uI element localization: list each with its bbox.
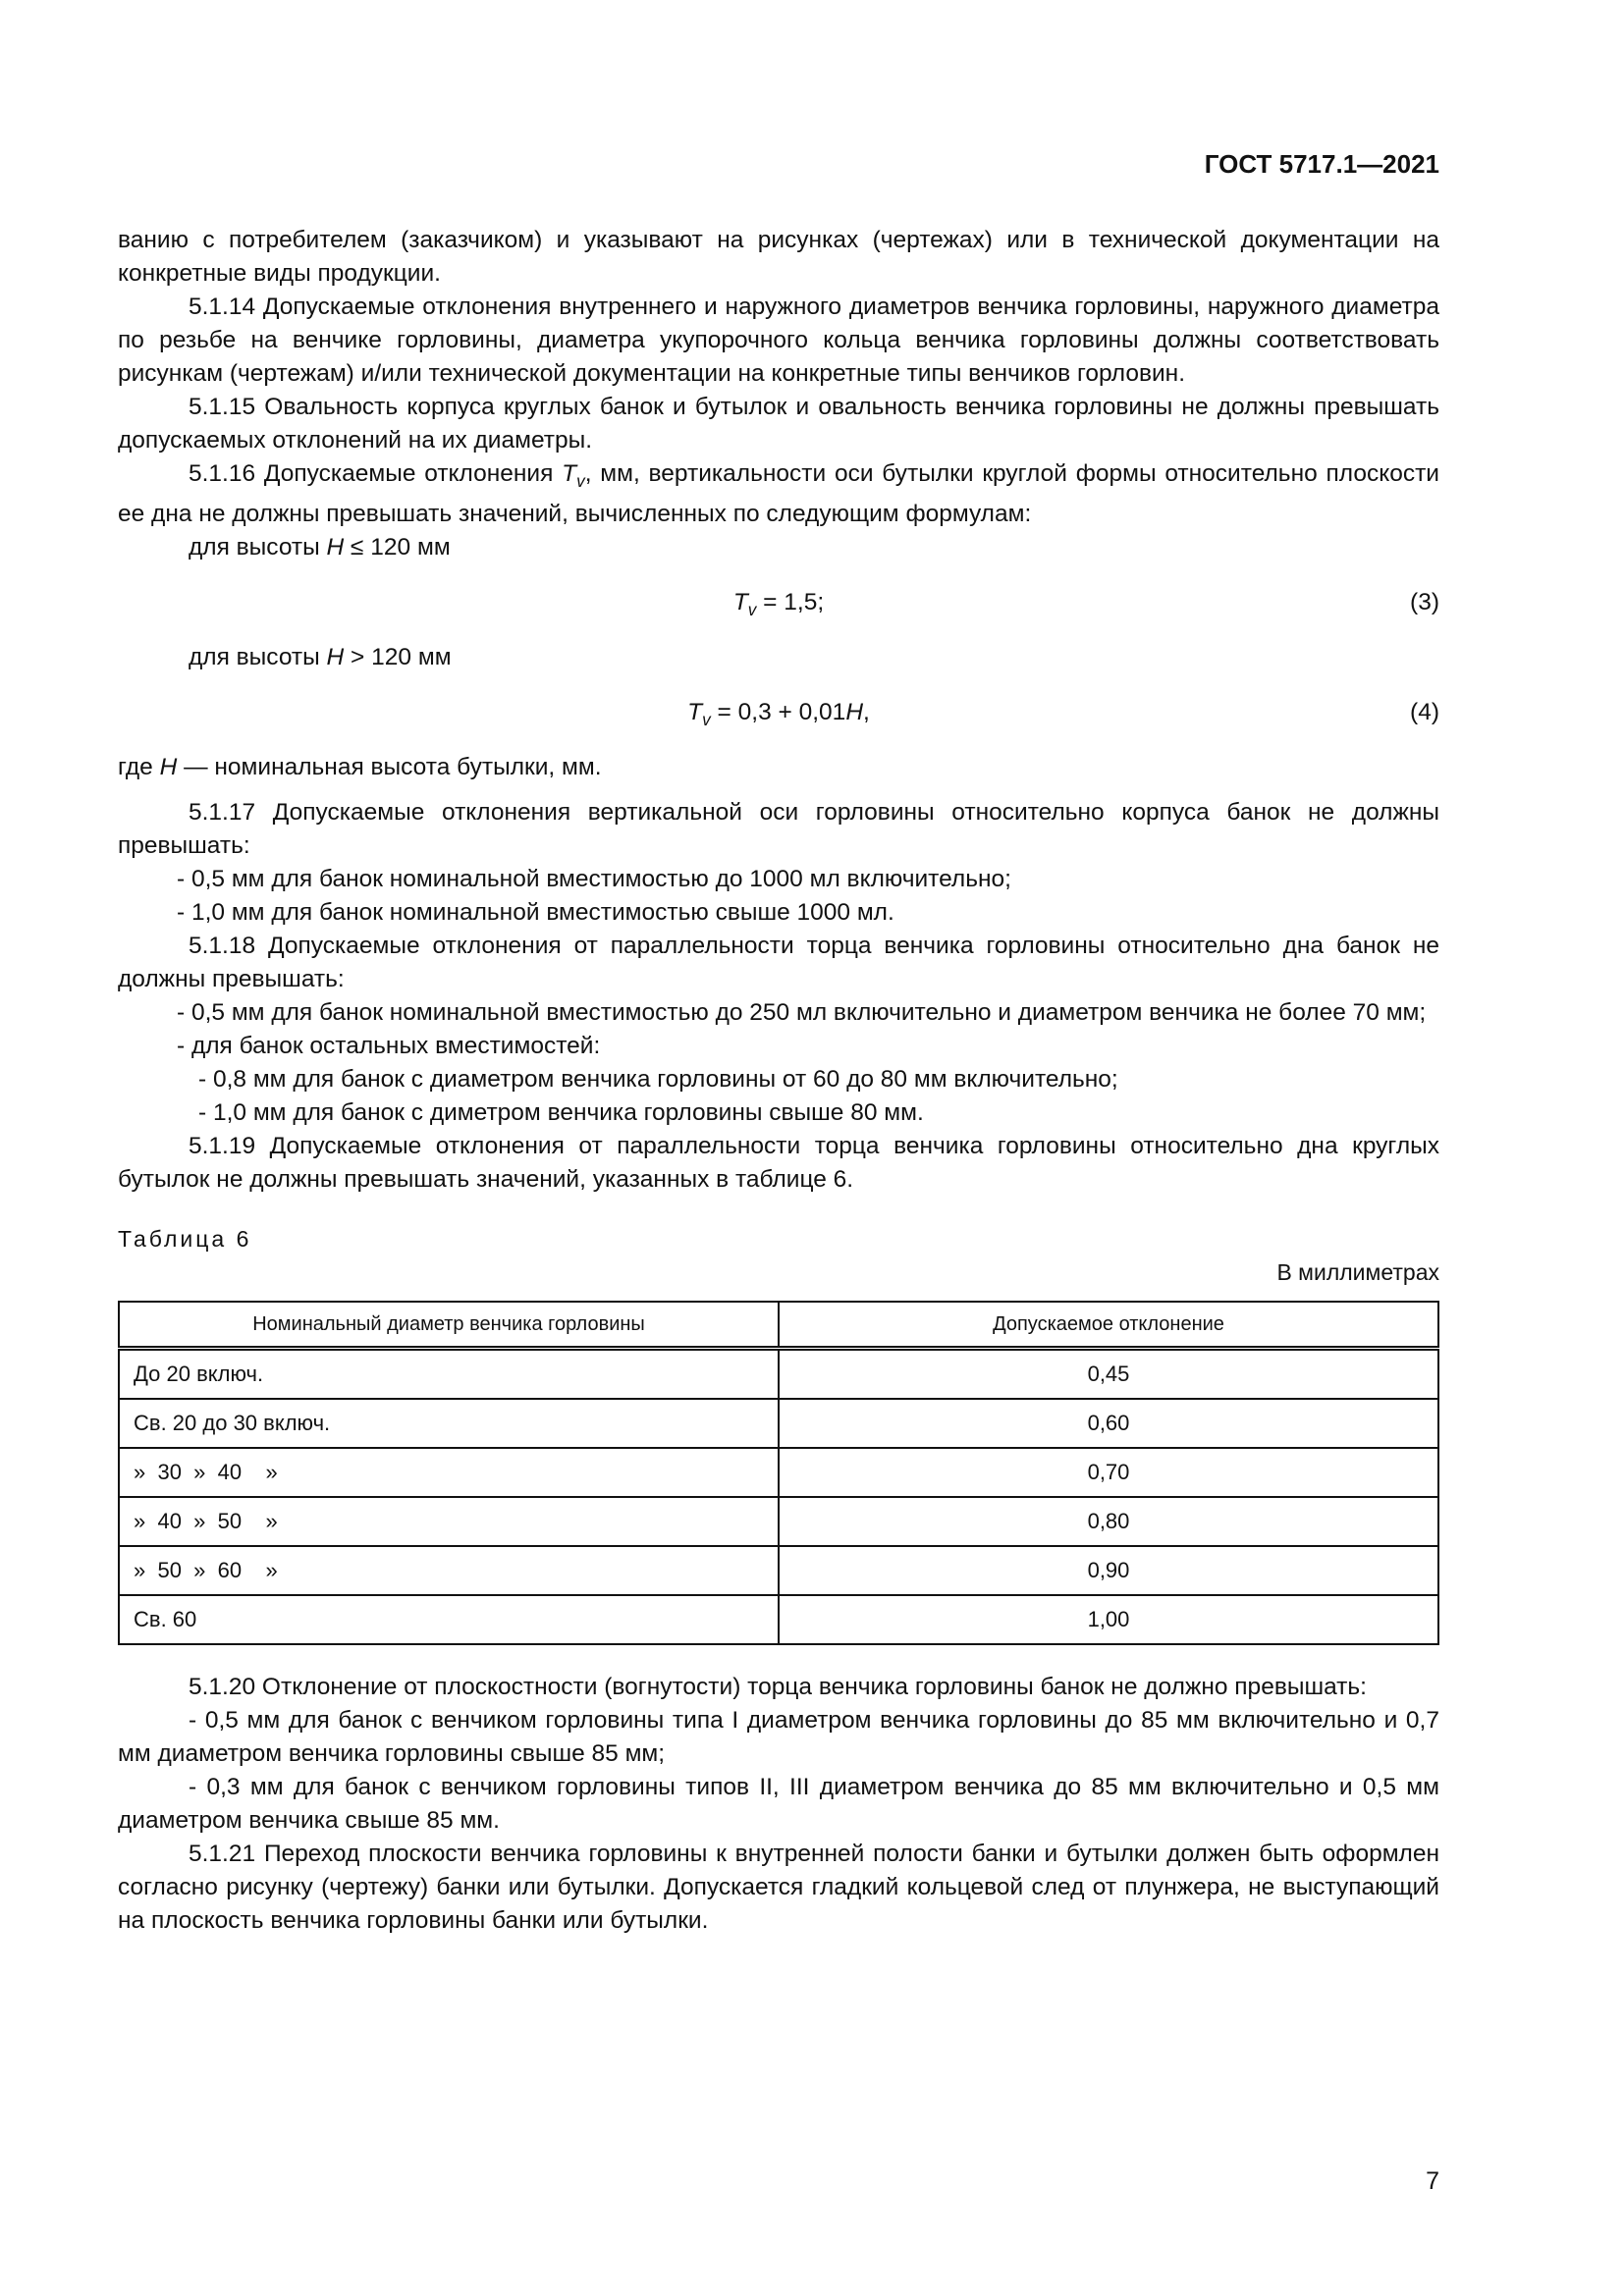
- formula-text: = 1,5;: [756, 588, 825, 615]
- page-number: 7: [1426, 2167, 1439, 2195]
- list-item: - для банок остальных вместимостей:: [177, 1032, 601, 1059]
- list-item: - 1,0 мм для банок с диметром венчика горловины свыше 80 мм.: [198, 1098, 924, 1126]
- formula-text: = 0,3 + 0,01: [710, 698, 846, 725]
- cell: До 20 включ.: [119, 1348, 779, 1399]
- v: v: [747, 599, 757, 619]
- table-row: [119, 1348, 1438, 1399]
- table-row: [119, 1448, 1438, 1497]
- list-item: - 0,5 мм для банок с венчиком горловины типа I диаметром венчика горловины до 85 мм включительно и 0,7 мм диаметром венчика горловины свыше 85 мм;: [118, 1706, 1439, 1767]
- text: 5.1.16 Допускаемые отклонения: [189, 460, 563, 487]
- paragraph-5-1-18: 5.1.18 Допускаемые отклонения от параллельности торца венчика горловины относительно дна банок не должны превышать:: [118, 932, 1439, 992]
- v: v: [576, 470, 585, 491]
- text: для высоты: [189, 643, 327, 670]
- table-units: В миллиметрах: [1276, 1258, 1439, 1285]
- table-caption: Таблица 6: [118, 1225, 252, 1252]
- text: где: [118, 753, 160, 780]
- t: T: [687, 698, 703, 725]
- table-row: [119, 1546, 1438, 1595]
- table-row: [119, 1595, 1438, 1644]
- paragraph-5-1-21: 5.1.21 Переход плоскости венчика горловины к внутренней полости банки и бутылки должен быть оформлен согласно рисунку (чертежу) банки или бутылки. Допускается гладкий кольцевой след от плунжера, не выступающий на плоскость венчика горловины банки или бутылки.: [118, 1840, 1439, 1934]
- text: для высоты: [189, 533, 327, 561]
- cell: 0,80: [779, 1497, 1438, 1546]
- cell: 0,90: [779, 1546, 1438, 1595]
- paragraph-5-1-19: 5.1.19 Допускаемые отклонения от параллельности торца венчика горловины относительно дна круглых бутылок не должны превышать значений, указанных в таблице 6.: [118, 1132, 1439, 1193]
- condition-1: [118, 531, 1439, 564]
- symbol-t: [562, 460, 585, 491]
- column-header: Номинальный диаметр венчика горловины: [119, 1302, 779, 1349]
- table-6: [118, 1301, 1439, 1645]
- paragraph-5-1-14: 5.1.14 Допускаемые отклонения внутреннего и наружного диаметров венчика горловины, наружного диаметра по резьбе на венчике горловины, диаметра укупорочного кольца венчика горловины должны соответствовать рисункам (чертежам) и/или технической документации на конкретные типы венчиков горловин.: [118, 294, 1439, 387]
- text: , мм, вертикальности оси бутылки круглой формы относительно плоскости ее дна не должны превышать значений, вычисленных по следующим формулам:: [118, 460, 1439, 527]
- symbol-h: H: [326, 643, 345, 670]
- cell: 0,45: [779, 1348, 1438, 1399]
- formula-number: (3): [1410, 588, 1439, 615]
- symbol-h: H: [845, 698, 864, 725]
- formula-text: ,: [863, 698, 870, 725]
- cell: 0,60: [779, 1399, 1438, 1448]
- cell: Св. 60: [119, 1595, 779, 1644]
- cell: 1,00: [779, 1595, 1438, 1644]
- list-item: - 0,5 мм для банок номинальной вместимостью до 250 мл включительно и диаметром венчика не более 70 мм;: [177, 998, 1427, 1026]
- text: ≤ 120 мм: [344, 533, 451, 561]
- paragraph: ванию с потребителем (заказчиком) и указывают на рисунках (чертежах) или в технической документации на конкретные виды продукции.: [118, 227, 1439, 287]
- where-clause: [118, 751, 1439, 784]
- cell: Св. 20 до 30 включ.: [119, 1399, 779, 1448]
- paragraph-5-1-20: 5.1.20 Отклонение от плоскостности (вогнутости) торца венчика горловины банок не должно превышать:: [189, 1673, 1367, 1700]
- document-body: [118, 224, 1439, 1938]
- list-item: - 0,8 мм для банок с диаметром венчика горловины от 60 до 80 мм включительно;: [198, 1065, 1118, 1093]
- table-row: [119, 1399, 1438, 1448]
- list-item: - 0,5 мм для банок номинальной вместимостью до 1000 мл включительно;: [177, 865, 1011, 892]
- cell: » 50 » 60 »: [119, 1546, 779, 1595]
- formula-3: [118, 586, 1439, 619]
- paragraph-5-1-16: [118, 457, 1439, 531]
- paragraph-5-1-17: 5.1.17 Допускаемые отклонения вертикальной оси горловины относительно корпуса банок не должны превышать:: [118, 798, 1439, 859]
- formula-number: (4): [1410, 698, 1439, 725]
- standard-header: ГОСТ 5717.1—2021: [1204, 149, 1439, 179]
- formula-4: [118, 696, 1439, 729]
- v: v: [702, 709, 711, 729]
- list-item: - 0,3 мм для банок с венчиком горловины типов II, III диаметром венчика до 85 мм включительно и 0,5 мм диаметром венчика свыше 85 мм.: [118, 1773, 1439, 1834]
- list-item: - 1,0 мм для банок номинальной вместимостью свыше 1000 мл.: [177, 898, 894, 926]
- condition-2: [118, 641, 1439, 674]
- text: — номинальная высота бутылки, мм.: [177, 753, 602, 780]
- t: T: [562, 460, 577, 487]
- table-row: [119, 1497, 1438, 1546]
- cell: » 40 » 50 »: [119, 1497, 779, 1546]
- paragraph-5-1-15: 5.1.15 Овальность корпуса круглых банок и бутылок и овальность венчика горловины не должны превышать допускаемых отклонений на их диаметры.: [118, 394, 1439, 454]
- cell: » 30 » 40 »: [119, 1448, 779, 1497]
- column-header: Допускаемое отклонение: [779, 1302, 1438, 1349]
- symbol-h: H: [326, 533, 345, 561]
- t: T: [732, 588, 748, 615]
- table-header-row: [119, 1302, 1438, 1349]
- symbol-h: H: [159, 753, 178, 780]
- text: > 120 мм: [344, 643, 452, 670]
- cell: 0,70: [779, 1448, 1438, 1497]
